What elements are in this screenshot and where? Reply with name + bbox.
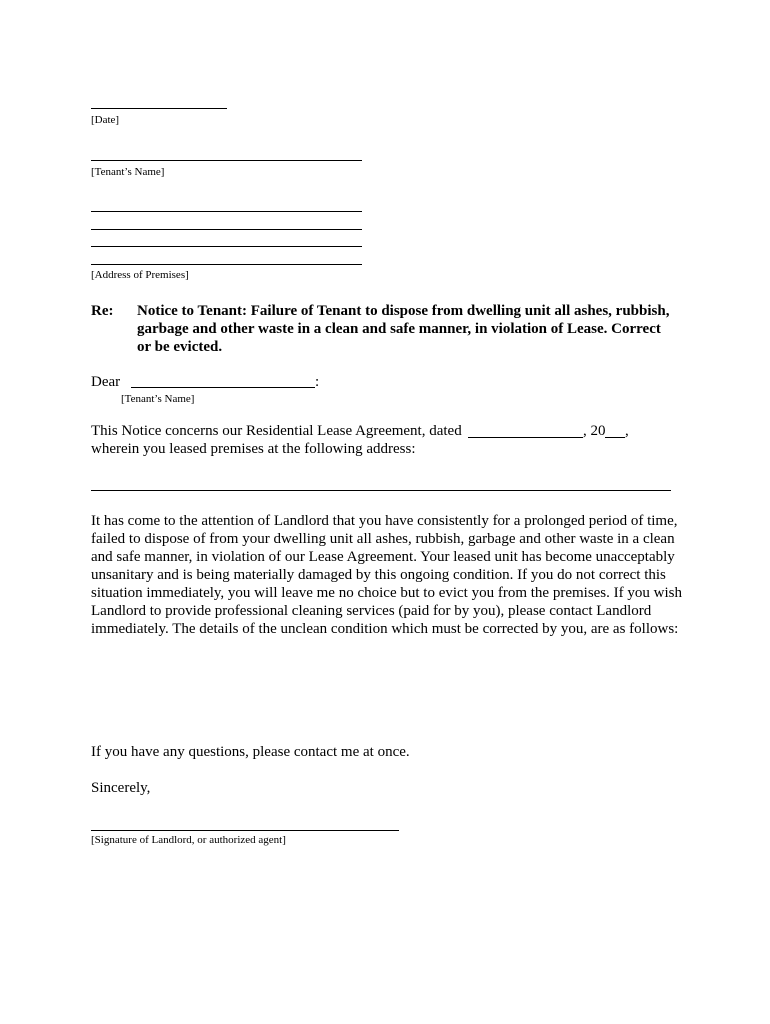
address-line-1	[91, 211, 362, 212]
subject-line: Notice to Tenant: Failure of Tenant to dispose from dwelling unit all ashes, rubbish,	[137, 303, 670, 319]
signature-label: [Signature of Landlord, or authorized agent]	[91, 834, 286, 846]
sincerely: Sincerely,	[91, 780, 151, 796]
salutation-tenant-name-label: [Tenant’s Name]	[121, 393, 195, 405]
paragraph-line: unsanitary and is being materially damaged by this ongoing condition. If you do not correct this	[91, 567, 666, 583]
premises-address-line	[91, 490, 671, 491]
notice-line-1-end: ,	[625, 423, 629, 439]
paragraph-line: situation immediately, you will leave me no choice but to evict you from the premises. If you wish	[91, 585, 682, 601]
tenant-name-line	[91, 160, 362, 161]
notice-date-blank	[468, 437, 583, 438]
body-paragraph	[91, 512, 682, 638]
re-label: Re:	[91, 303, 114, 319]
subject-line: or be evicted.	[137, 339, 223, 355]
tenant-name-label: [Tenant’s Name]	[91, 166, 165, 178]
signature-line	[91, 830, 399, 831]
subject-line: garbage and other waste in a clean and safe manner, in violation of Lease. Correct	[137, 321, 661, 337]
date-line	[91, 108, 227, 109]
notice-line-2: wherein you leased premises at the following address:	[91, 441, 416, 457]
paragraph-line: and safe manner, in violation of our Lease Agreement. Your leased unit has become unacceptably	[91, 549, 675, 565]
paragraph-line: Landlord to provide professional cleaning services (paid for by you), please contact Landlord	[91, 603, 652, 619]
notice-line-1-year: , 20	[583, 423, 606, 439]
address-line-4	[91, 264, 362, 265]
address-line-3	[91, 246, 362, 247]
salutation-colon: :	[315, 374, 320, 390]
address-label: [Address of Premises]	[91, 269, 189, 281]
salutation-name-line	[131, 387, 315, 388]
paragraph-line: It has come to the attention of Landlord that you have consistently for a prolonged period of time,	[91, 513, 678, 529]
date-label: [Date]	[91, 114, 120, 126]
subject-title	[137, 302, 697, 356]
questions-sentence: If you have any questions, please contact me at once.	[91, 744, 410, 760]
notice-line-1-start: This Notice concerns our Residential Lease Agreement, dated	[91, 423, 462, 439]
address-line-2	[91, 229, 362, 230]
paragraph-line: immediately. The details of the unclean condition which must be corrected by you, are as follows:	[91, 621, 679, 637]
salutation-dear: Dear	[91, 374, 121, 390]
notice-year-blank	[605, 437, 625, 438]
paragraph-line: failed to dispose of from your dwelling unit all ashes, rubbish, garbage and other waste in a clean	[91, 531, 675, 547]
